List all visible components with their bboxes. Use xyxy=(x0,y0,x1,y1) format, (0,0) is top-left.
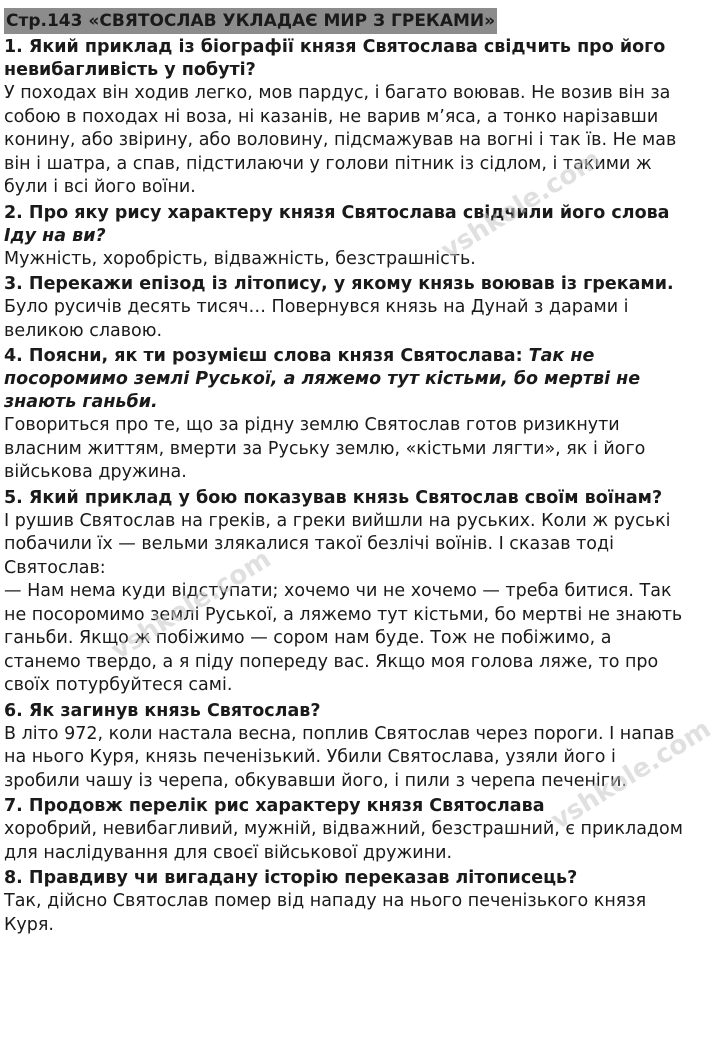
answer xyxy=(4,82,688,200)
answer-paragraph: хоробрий, невибагливий, мужній, відважний, безстрашний, є прикладом для наслідування для своєї військової дружини. xyxy=(4,819,683,863)
question xyxy=(4,273,688,296)
answer xyxy=(4,818,688,865)
answer-paragraph: Говориться про те, що за рідну землю Святослав готов ризикнути власним життям, вмерти за Руську землю, «кістьми лягти», як і його військова дружина. xyxy=(4,415,646,482)
answer xyxy=(4,248,688,272)
question xyxy=(4,487,688,510)
answer-paragraph: І рушив Святослав на греків, а греки вийшли на руських. Коли ж руські побачили їх — вельми злякалися такої безлічі воїнів. І сказав тоді Святослав: xyxy=(4,510,671,578)
answer xyxy=(4,414,688,485)
answer-paragraph: Було русичів десять тисяч… Повернувся князь на Дунай з дарами і великою славою. xyxy=(4,297,629,341)
question-text: 7. Продовж перелік рис характеру князя Святослава xyxy=(4,796,545,816)
page-header: Стр.143 «СВЯТОСЛАВ УКЛАДАЄ МИР З ГРЕКАМИ» xyxy=(4,8,497,34)
question-quote: Так не посоромимо землі Руської, а ляжемо тут кістьми, бо мертві не знають ганьби. xyxy=(4,346,641,412)
question-text: 4. Поясни, як ти розумієш слова князя Святослава: xyxy=(4,346,529,366)
question xyxy=(4,202,688,248)
question-text: 2. Про яку рису характеру князя Святослава свідчили його слова xyxy=(4,202,670,223)
qa-list xyxy=(4,36,688,937)
question xyxy=(4,795,688,818)
question-text: 5. Який приклад у бою показував князь Святослав своїм воїнам? xyxy=(4,487,663,508)
question-text: 6. Як загинув князь Святослав? xyxy=(4,700,321,721)
watermark: vshkole.com xyxy=(105,544,277,666)
watermark: vshkole.com xyxy=(545,714,716,836)
answer xyxy=(4,723,688,794)
answer xyxy=(4,296,688,343)
question xyxy=(4,700,688,723)
answer xyxy=(4,510,688,698)
answer-paragraph: Мужність, хоробрість, відважність, безстрашність. xyxy=(4,248,476,269)
question-quote: Іду на ви? xyxy=(4,225,106,246)
answer-paragraph: Так, дійсно Святослав помер від нападу на нього печенізького князя Куря. xyxy=(4,891,647,935)
question-text: 8. Правдиву чи вигадану історію переказав літописець? xyxy=(4,868,578,888)
question xyxy=(4,345,688,414)
answer-paragraph: В літо 972, коли настала весна, поплив Святослав через пороги. І напав на нього Куря, князь печенізький. Убили Святослава, узяли його і зробили чашу із черепа, обкувавши його, і пили з черепа печеніги. xyxy=(4,723,675,791)
question-text: 3. Перекажи епізод із літопису, у якому князь воював із греками. xyxy=(4,274,674,294)
question-text: 1. Який приклад із біографії князя Святослава свідчить про його невибагливість у побуті? xyxy=(4,37,666,80)
answer-paragraph: — Нам нема куди відступати; хочемо чи не хочемо — треба битися. Так не посоромимо землі Руської, а ляжемо тут кістьми, бо мертві не знають ганьби. Якщо ж побіжимо — сором нам буде. Тож не побіжимо, а станемо твердо, а я піду попереду вас. Якщо моя голова ляже, то про своїх потурбуйтеся самі. xyxy=(4,581,683,695)
answer-paragraph: У походах він ходив легко, мов пардус, і багато воював. Не возив він за собою в походах ні воза, ні казанів, не варив м’яса, а тонко нарізавши конину, або звірину, або воловину, підсмажував на вогні і так їв. Не мав він і шатра, а спав, підстилаючи у голови пітник із сідлом, і такими ж були і всі його воїни. xyxy=(4,83,677,197)
watermark: vshkole.com xyxy=(435,144,607,266)
question xyxy=(4,867,688,890)
question xyxy=(4,36,688,82)
answer xyxy=(4,890,688,937)
